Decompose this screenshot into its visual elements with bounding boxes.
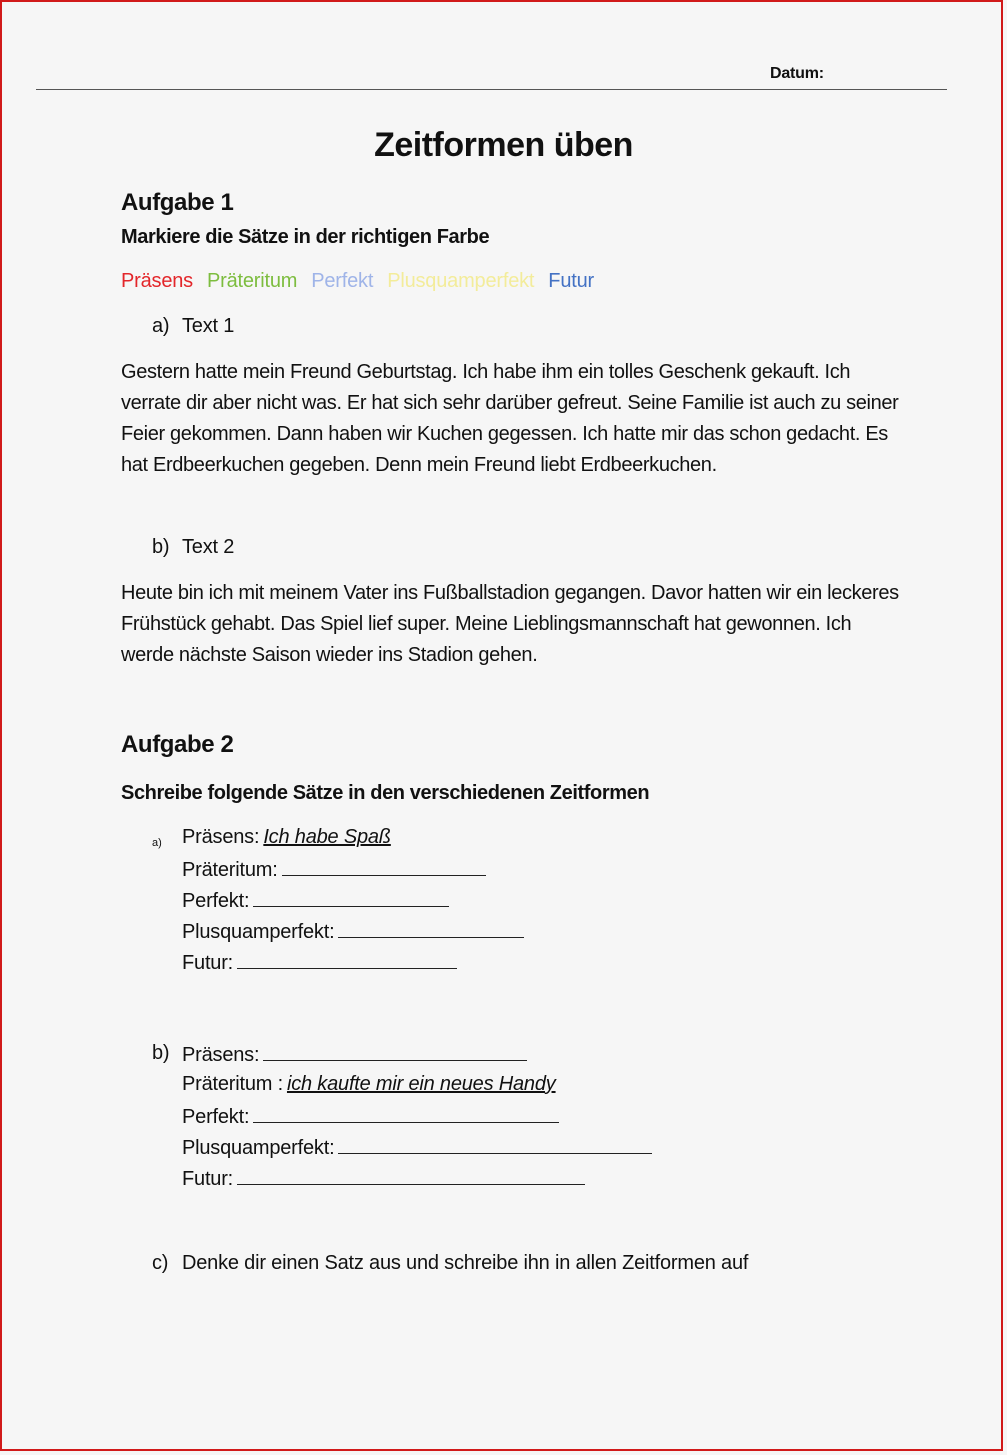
futur-label: Futur: — [182, 952, 234, 974]
item-marker: a) — [152, 315, 170, 337]
task2-instruction: Schreibe folgende Sätze in den verschiedenen Zeitformen — [121, 782, 650, 804]
datum-label: Datum: — [770, 65, 824, 82]
task2-item-c — [152, 1252, 748, 1275]
b-praeteritum-line — [182, 1073, 556, 1096]
b-praesens-line — [182, 1042, 527, 1067]
b-plusquamperfekt-line — [182, 1135, 652, 1160]
header-rule — [36, 89, 947, 90]
b-futur-line — [182, 1166, 585, 1191]
a-futur-line — [182, 950, 457, 975]
praesens-label: Präsens: — [182, 826, 260, 848]
task1-item-a — [152, 315, 234, 338]
task1-item-b — [152, 536, 234, 559]
task1-instruction: Markiere die Sätze in der richtigen Farbe — [121, 226, 490, 248]
task2-heading: Aufgabe 2 — [121, 731, 234, 758]
a-plusquamperfekt-line — [182, 919, 524, 944]
perfekt-label: Perfekt: — [182, 890, 250, 912]
plusquamperfekt-label: Plusquamperfekt: — [182, 921, 335, 943]
a-perfekt-line — [182, 888, 449, 913]
legend-praesens: Präsens — [121, 270, 193, 292]
text2-paragraph: Heute bin ich mit meinem Vater ins Fußballstadion gegangen. Davor hatten wir ein leckeres Frühstück gehabt. Das Spiel lief super. Meine Lieblingsmannschaft hat gewonnen. Ich werde nächste Saison wieder ins Stadion gehen. — [121, 582, 899, 666]
item-label: Text 2 — [182, 536, 235, 558]
answer-blank[interactable] — [338, 1135, 652, 1154]
a-praeteritum-line — [182, 857, 486, 882]
praesens-label: Präsens: — [182, 1044, 260, 1066]
legend-perfekt: Perfekt — [311, 270, 374, 292]
legend-plusquamperfekt: Plusquamperfekt — [387, 270, 535, 292]
text1-paragraph: Gestern hatte mein Freund Geburtstag. Ich habe ihm ein tolles Geschenk gekauft. Ich verrate dir aber nicht was. Er hat sich sehr darüber gefreut. Seine Familie ist auch zu seiner Feier gekommen. Dann haben wir Kuchen gegessen. Ich hatte mir das schon gedacht. Es hat Erdbeerkuchen gegeben. Denn mein Freund liebt Erdbeerkuchen. — [121, 361, 899, 476]
praeteritum-example: ich kaufte mir ein neues Handy — [286, 1073, 556, 1095]
b-perfekt-line — [182, 1104, 559, 1129]
praeteritum-label: Präteritum : — [182, 1073, 283, 1095]
color-legend — [121, 270, 608, 293]
item-c-text: Denke dir einen Satz aus und schreibe ihn in allen Zeitformen auf — [182, 1252, 749, 1274]
answer-blank[interactable] — [253, 1104, 559, 1123]
item-label: Text 1 — [182, 315, 235, 337]
answer-blank[interactable] — [263, 1042, 527, 1061]
praesens-example: Ich habe Spaß — [263, 826, 391, 848]
answer-blank[interactable] — [237, 950, 457, 969]
a-praesens-line — [182, 826, 391, 849]
legend-futur: Futur — [548, 270, 594, 292]
item-marker: b) — [152, 536, 170, 558]
answer-blank[interactable] — [237, 1166, 585, 1185]
item-b-marker: b) — [152, 1042, 170, 1064]
answer-blank[interactable] — [338, 919, 524, 938]
item-marker: c) — [152, 1252, 169, 1274]
plusquamperfekt-label: Plusquamperfekt: — [182, 1137, 335, 1159]
perfekt-label: Perfekt: — [182, 1106, 250, 1128]
item-a-marker: a) — [152, 837, 162, 849]
futur-label: Futur: — [182, 1168, 234, 1190]
answer-blank[interactable] — [253, 888, 449, 907]
answer-blank[interactable] — [282, 857, 486, 876]
praeteritum-label: Präteritum: — [182, 859, 278, 881]
legend-praeteritum: Präteritum — [206, 270, 298, 292]
page-title: Zeitformen üben — [374, 126, 633, 164]
task1-heading: Aufgabe 1 — [121, 189, 234, 216]
